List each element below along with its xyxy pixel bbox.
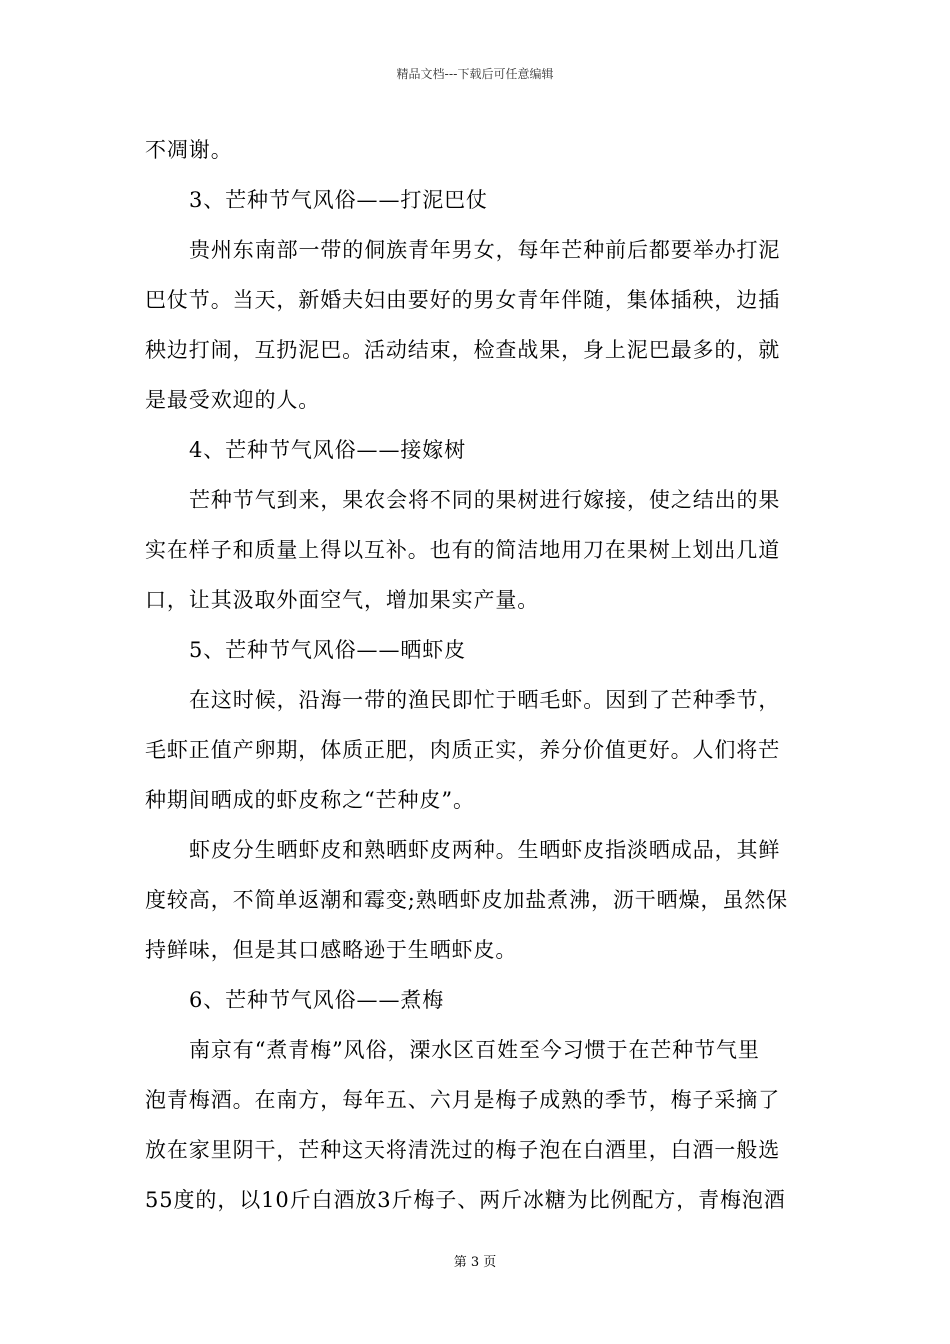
paragraph-line: 在这时候，沿海一带的渔民即忙于晒毛虾。因到了芒种季节， bbox=[189, 688, 781, 712]
document-body bbox=[145, 130, 810, 1230]
paragraph-line: 种期间晒成的虾皮称之“芒种皮”。 bbox=[145, 788, 475, 812]
paragraph-line: 泡青梅酒。在南方，每年五、六月是梅子成熟的季节，梅子采摘了 bbox=[145, 1088, 781, 1112]
paragraph-line: 持鲜味，但是其口感略逊于生晒虾皮。 bbox=[145, 938, 518, 962]
paragraph-line: 55度的，以10斤白酒放3斤梅子、两斤冰糖为比例配方，青梅泡酒 bbox=[145, 1188, 786, 1212]
section-heading: 6、芒种节气风俗——煮梅 bbox=[189, 988, 445, 1012]
paragraph-line: 虾皮分生晒虾皮和熟晒虾皮两种。生晒虾皮指淡晒成品，其鲜 bbox=[189, 838, 781, 862]
section-heading: 4、芒种节气风俗——接嫁树 bbox=[189, 438, 467, 462]
paragraph-line: 是最受欢迎的人。 bbox=[145, 388, 321, 412]
paragraph-line: 毛虾正值产卵期，体质正肥，肉质正实，养分价值更好。人们将芒 bbox=[145, 738, 781, 762]
paragraph-line: 秧边打闹，互扔泥巴。活动结束，检查战果，身上泥巴最多的，就 bbox=[145, 338, 781, 362]
page-number: 第 3 页 bbox=[453, 1255, 497, 1270]
section-heading: 3、芒种节气风俗——打泥巴仗 bbox=[189, 188, 488, 212]
paragraph-line: 不凋谢。 bbox=[145, 138, 233, 162]
paragraph-line: 芒种节气到来，果农会将不同的果树进行嫁接，使之结出的果 bbox=[189, 488, 781, 512]
page-header: 精品文档---下载后可任意编辑 bbox=[396, 67, 554, 81]
paragraph-line: 贵州东南部一带的侗族青年男女，每年芒种前后都要举办打泥 bbox=[189, 238, 781, 262]
paragraph-line: 南京有“煮青梅”风俗，溧水区百姓至今习惯于在芒种节气里 bbox=[189, 1038, 760, 1062]
paragraph-line: 度较高，不简单返潮和霉变;熟晒虾皮加盐煮沸，沥干晒燥，虽然保 bbox=[145, 888, 789, 912]
paragraph-line: 放在家里阴干，芒种这天将清洗过的梅子泡在白酒里，白酒一般选 bbox=[145, 1138, 781, 1162]
paragraph-line: 巴仗节。当天，新婚夫妇由要好的男女青年伴随，集体插秧，边插 bbox=[145, 288, 781, 312]
section-heading: 5、芒种节气风俗——晒虾皮 bbox=[189, 638, 467, 662]
paragraph-line: 实在样子和质量上得以互补。也有的简洁地用刀在果树上划出几道 bbox=[145, 538, 781, 562]
paragraph-line: 口，让其汲取外面空气，增加果实产量。 bbox=[145, 588, 540, 612]
